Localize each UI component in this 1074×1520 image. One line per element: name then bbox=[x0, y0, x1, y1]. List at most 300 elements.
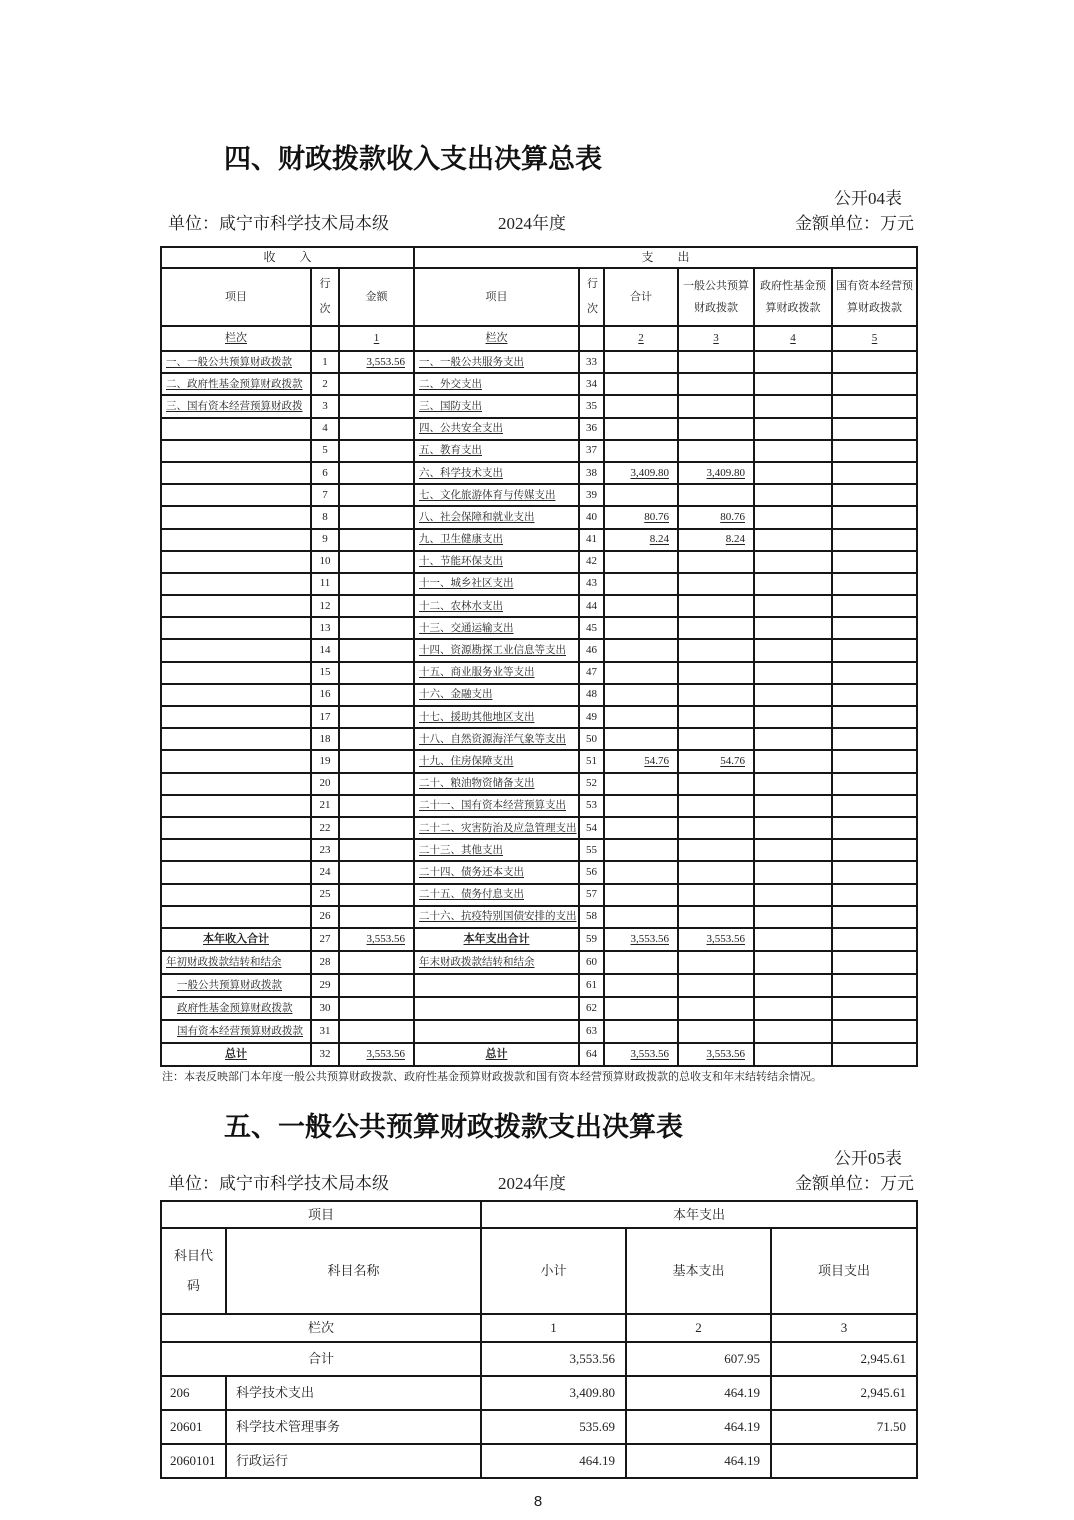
t4-income-item bbox=[161, 418, 311, 440]
t4-expense-item: 五、教育支出 bbox=[414, 440, 579, 462]
t4-expense-state-capital bbox=[832, 906, 917, 928]
t5-table-row bbox=[161, 1444, 917, 1478]
t4-income-item: 一、一般公共预算财政拨款 bbox=[161, 351, 311, 373]
t4-expense-general-budget bbox=[678, 884, 754, 906]
t4-expense-item: 十五、商业服务业等支出 bbox=[414, 662, 579, 684]
t4-expense-general-budget bbox=[678, 617, 754, 639]
t4-expense-general-budget bbox=[678, 373, 754, 395]
t4-income-rowno: 10 bbox=[311, 551, 339, 573]
t4-income-rowno: 4 bbox=[311, 418, 339, 440]
t4-expense-rowno: 36 bbox=[579, 418, 604, 440]
t4-income-amount bbox=[339, 684, 414, 706]
t4-expense-rowno: 43 bbox=[579, 573, 604, 595]
t4-header-expense-item: 项目 bbox=[414, 268, 579, 326]
t4-expense-total bbox=[604, 773, 678, 795]
t5-colnum-3: 3 bbox=[771, 1314, 917, 1342]
t4-expense-general-budget bbox=[678, 351, 754, 373]
t4-expense-item: 十四、资源勘探工业信息等支出 bbox=[414, 639, 579, 661]
t4-expense-rowno: 55 bbox=[579, 839, 604, 861]
t4-expense-general-budget bbox=[678, 440, 754, 462]
t4-expense-general-budget: 3,553.56 bbox=[678, 1043, 754, 1066]
t4-income-item bbox=[161, 573, 311, 595]
table5-amount-unit-label: 金额单位：万元 bbox=[795, 1173, 914, 1193]
t4-income-amount bbox=[339, 884, 414, 906]
t4-expense-state-capital bbox=[832, 1043, 917, 1066]
t4-expense-total bbox=[604, 706, 678, 728]
t4-expense-rowno: 62 bbox=[579, 997, 604, 1020]
t4-table-row bbox=[161, 440, 917, 462]
t5-subject-code: 20601 bbox=[161, 1410, 226, 1444]
t4-expense-total: 3,409.80 bbox=[604, 462, 678, 484]
t4-expense-gov-fund bbox=[754, 595, 832, 617]
t4-header-income-rowno: 行次 bbox=[311, 268, 339, 326]
t4-expense-rowno: 45 bbox=[579, 617, 604, 639]
t5-basic-amount: 464.19 bbox=[626, 1376, 771, 1410]
t4-expense-total: 3,553.56 bbox=[604, 1043, 678, 1066]
t4-income-rowno: 21 bbox=[311, 795, 339, 817]
t4-expense-total bbox=[604, 817, 678, 839]
t4-income-item bbox=[161, 595, 311, 617]
t4-expense-rowno: 37 bbox=[579, 440, 604, 462]
t4-expense-item: 十九、住房保障支出 bbox=[414, 750, 579, 772]
t4-income-item bbox=[161, 839, 311, 861]
t4-expense-gov-fund bbox=[754, 1020, 832, 1043]
t4-expense-state-capital bbox=[832, 997, 917, 1020]
t4-expense-total bbox=[604, 395, 678, 417]
t4-income-rowno: 1 bbox=[311, 351, 339, 373]
t4-expense-state-capital bbox=[832, 884, 917, 906]
t4-column-number-row bbox=[161, 326, 917, 351]
t4-table-row bbox=[161, 573, 917, 595]
t4-expense-gov-fund bbox=[754, 351, 832, 373]
t5-item-group-header: 项目 bbox=[161, 1201, 481, 1228]
t4-expense-general-budget bbox=[678, 728, 754, 750]
t5-colnum-2: 2 bbox=[626, 1314, 771, 1342]
t4-header-expense-rowno: 行次 bbox=[579, 268, 604, 326]
t4-income-amount: 3,553.56 bbox=[339, 351, 414, 373]
t4-expense-gov-fund bbox=[754, 728, 832, 750]
t4-column-header-row bbox=[161, 268, 917, 326]
t4-income-rowno: 15 bbox=[311, 662, 339, 684]
t4-table-row bbox=[161, 884, 917, 906]
t4-expense-rowno: 38 bbox=[579, 462, 604, 484]
t5-header-subtotal: 小计 bbox=[481, 1228, 626, 1314]
table4-year-label: 2024年度 bbox=[498, 214, 566, 233]
t4-colnum-5: 5 bbox=[832, 326, 917, 351]
t4-expense-general-budget bbox=[678, 639, 754, 661]
t4-table-row bbox=[161, 974, 917, 997]
t4-income-item bbox=[161, 750, 311, 772]
t4-expense-state-capital bbox=[832, 1020, 917, 1043]
t4-income-amount bbox=[339, 662, 414, 684]
t4-expense-rowno: 58 bbox=[579, 906, 604, 928]
t4-income-item bbox=[161, 662, 311, 684]
t4-expense-item: 十二、农林水支出 bbox=[414, 595, 579, 617]
t4-expense-item: 七、文化旅游体育与传媒支出 bbox=[414, 484, 579, 506]
t4-expense-rowno: 63 bbox=[579, 1020, 604, 1043]
t4-expense-general-budget bbox=[678, 839, 754, 861]
t4-income-amount bbox=[339, 418, 414, 440]
t4-expense-total bbox=[604, 573, 678, 595]
t4-expense-item: 二十四、债务还本支出 bbox=[414, 861, 579, 883]
t5-project-amount: 2,945.61 bbox=[771, 1376, 917, 1410]
t4-table-row bbox=[161, 617, 917, 639]
t4-expense-rowno: 64 bbox=[579, 1043, 604, 1066]
t4-income-rowno: 7 bbox=[311, 484, 339, 506]
t4-header-expense-total: 合计 bbox=[604, 268, 678, 326]
table4-note: 注：本表反映部门本年度一般公共预算财政拨款、政府性基金预算财政拨款和国有资本经营预算财政拨款的总收支和年末结转结余情况。 bbox=[162, 1070, 822, 1083]
t4-table-row bbox=[161, 484, 917, 506]
t4-income-amount bbox=[339, 974, 414, 997]
t4-expense-item: 十八、自然资源海洋气象等支出 bbox=[414, 728, 579, 750]
t4-income-rowno: 22 bbox=[311, 817, 339, 839]
t4-expense-rowno: 35 bbox=[579, 395, 604, 417]
t5-subject-name: 行政运行 bbox=[226, 1444, 481, 1478]
t4-expense-item: 四、公共安全支出 bbox=[414, 418, 579, 440]
table5-year-label: 2024年度 bbox=[498, 1173, 566, 1193]
t4-income-rowno: 5 bbox=[311, 440, 339, 462]
t4-expense-rowno: 61 bbox=[579, 974, 604, 997]
t4-expense-state-capital bbox=[832, 639, 917, 661]
t4-expense-gov-fund bbox=[754, 395, 832, 417]
t4-expense-total bbox=[604, 839, 678, 861]
t4-income-amount bbox=[339, 373, 414, 395]
t4-header-gov-fund: 政府性基金预算财政拨款 bbox=[754, 268, 832, 326]
t4-expense-total bbox=[604, 351, 678, 373]
t4-income-amount bbox=[339, 395, 414, 417]
t4-income-amount bbox=[339, 551, 414, 573]
table4-unit-label: 单位：咸宁市科学技术局本级 bbox=[168, 214, 389, 233]
t4-expense-rowno: 59 bbox=[579, 928, 604, 951]
t4-income-item: 二、政府性基金预算财政拨款 bbox=[161, 373, 311, 395]
t5-colnum-1: 1 bbox=[481, 1314, 626, 1342]
t4-expense-general-budget bbox=[678, 1020, 754, 1043]
t4-income-item: 政府性基金预算财政拨款 bbox=[161, 997, 311, 1020]
t4-expense-gov-fund bbox=[754, 373, 832, 395]
t4-table-row bbox=[161, 906, 917, 928]
t4-table-row bbox=[161, 706, 917, 728]
t4-income-rowno: 27 bbox=[311, 928, 339, 951]
t4-expense-state-capital bbox=[832, 484, 917, 506]
t4-expense-general-budget bbox=[678, 684, 754, 706]
t5-group-header-row bbox=[161, 1201, 917, 1228]
t4-expense-item: 二十一、国有资本经营预算支出 bbox=[414, 795, 579, 817]
t4-income-rowno: 14 bbox=[311, 639, 339, 661]
t4-lanci-income: 栏次 bbox=[161, 326, 311, 351]
t4-expense-general-budget bbox=[678, 573, 754, 595]
t4-expense-item: 二十二、灾害防治及应急管理支出 bbox=[414, 817, 579, 839]
t4-income-item: 本年收入合计 bbox=[161, 928, 311, 951]
t4-income-amount bbox=[339, 595, 414, 617]
t4-expense-state-capital bbox=[832, 617, 917, 639]
t4-header-income-amount: 金额 bbox=[339, 268, 414, 326]
t4-expense-general-budget bbox=[678, 395, 754, 417]
t4-expense-rowno: 44 bbox=[579, 595, 604, 617]
t4-colnum-2: 2 bbox=[604, 326, 678, 351]
t4-table-row bbox=[161, 997, 917, 1020]
t4-expense-total bbox=[604, 906, 678, 928]
t4-expense-rowno: 39 bbox=[579, 484, 604, 506]
t4-table-row bbox=[161, 773, 917, 795]
page-number: 8 bbox=[533, 1492, 543, 1510]
t4-expense-item: 十六、金融支出 bbox=[414, 684, 579, 706]
t4-table-row bbox=[161, 639, 917, 661]
t4-expense-item bbox=[414, 997, 579, 1020]
t4-expense-rowno: 42 bbox=[579, 551, 604, 573]
t4-expense-general-budget bbox=[678, 551, 754, 573]
t4-expense-rowno: 33 bbox=[579, 351, 604, 373]
t5-column-number-row bbox=[161, 1314, 917, 1342]
t4-expense-item: 六、科学技术支出 bbox=[414, 462, 579, 484]
t4-income-group-header: 收 入 bbox=[161, 247, 414, 268]
t5-table-row bbox=[161, 1342, 917, 1376]
t4-income-item: 国有资本经营预算财政拨款 bbox=[161, 1020, 311, 1043]
t4-income-item bbox=[161, 506, 311, 528]
t4-expense-state-capital bbox=[832, 750, 917, 772]
t4-table-row bbox=[161, 861, 917, 883]
t4-expense-rowno: 49 bbox=[579, 706, 604, 728]
table5-general-budget-expenditure bbox=[160, 1200, 918, 1479]
t4-income-amount bbox=[339, 506, 414, 528]
t4-income-rowno: 31 bbox=[311, 1020, 339, 1043]
t5-project-amount: 2,945.61 bbox=[771, 1342, 917, 1376]
t4-expense-total bbox=[604, 373, 678, 395]
document-page bbox=[160, 0, 916, 1510]
t5-subject-code: 2060101 bbox=[161, 1444, 226, 1478]
t4-expense-rowno: 40 bbox=[579, 506, 604, 528]
t4-expense-item: 九、卫生健康支出 bbox=[414, 529, 579, 551]
t4-table-row bbox=[161, 750, 917, 772]
t4-expense-rowno: 50 bbox=[579, 728, 604, 750]
t4-expense-gov-fund bbox=[754, 639, 832, 661]
t4-income-amount bbox=[339, 951, 414, 974]
t4-table-row bbox=[161, 462, 917, 484]
t4-expense-state-capital bbox=[832, 351, 917, 373]
t4-expense-rowno: 57 bbox=[579, 884, 604, 906]
t4-expense-rowno: 52 bbox=[579, 773, 604, 795]
t4-income-item bbox=[161, 861, 311, 883]
t4-table-row bbox=[161, 1020, 917, 1043]
t4-expense-item bbox=[414, 1020, 579, 1043]
t4-expense-general-budget: 3,553.56 bbox=[678, 928, 754, 951]
t4-expense-general-budget bbox=[678, 906, 754, 928]
t4-expense-total bbox=[604, 884, 678, 906]
t5-basic-amount: 464.19 bbox=[626, 1444, 771, 1478]
t4-income-amount bbox=[339, 773, 414, 795]
t4-table-row bbox=[161, 951, 917, 974]
t4-income-amount bbox=[339, 484, 414, 506]
t4-expense-state-capital bbox=[832, 662, 917, 684]
t4-expense-general-budget bbox=[678, 817, 754, 839]
t4-income-rowno: 11 bbox=[311, 573, 339, 595]
t4-expense-gov-fund bbox=[754, 773, 832, 795]
t4-expense-item: 年末财政拨款结转和结余 bbox=[414, 951, 579, 974]
table5-public-label: 公开05表 bbox=[834, 1148, 902, 1168]
t4-expense-gov-fund bbox=[754, 706, 832, 728]
t4-income-rowno: 3 bbox=[311, 395, 339, 417]
t4-expense-rowno: 51 bbox=[579, 750, 604, 772]
t5-lanci: 栏次 bbox=[161, 1314, 481, 1342]
t4-income-amount bbox=[339, 706, 414, 728]
t4-expense-item: 一、一般公共服务支出 bbox=[414, 351, 579, 373]
t4-expense-total: 54.76 bbox=[604, 750, 678, 772]
t4-expense-state-capital bbox=[832, 551, 917, 573]
t4-income-rowno: 12 bbox=[311, 595, 339, 617]
t4-expense-state-capital bbox=[832, 418, 917, 440]
t4-table-row bbox=[161, 662, 917, 684]
t4-expense-state-capital bbox=[832, 839, 917, 861]
t4-income-amount bbox=[339, 617, 414, 639]
t5-table-row bbox=[161, 1410, 917, 1444]
t4-expense-total bbox=[604, 684, 678, 706]
t4-expense-item: 总计 bbox=[414, 1043, 579, 1066]
table4-title: 四、财政拨款收入支出决算总表 bbox=[224, 144, 602, 174]
t4-expense-state-capital bbox=[832, 773, 917, 795]
t5-year-expense-group-header: 本年支出 bbox=[481, 1201, 917, 1228]
t4-header-state-capital: 国有资本经营预算财政拨款 bbox=[832, 268, 917, 326]
t4-expense-general-budget bbox=[678, 706, 754, 728]
t4-expense-rowno: 53 bbox=[579, 795, 604, 817]
t5-subtotal-amount: 3,553.56 bbox=[481, 1342, 626, 1376]
t4-expense-total bbox=[604, 639, 678, 661]
t5-project-amount: 71.50 bbox=[771, 1410, 917, 1444]
t4-income-amount: 3,553.56 bbox=[339, 928, 414, 951]
t4-income-item: 总计 bbox=[161, 1043, 311, 1066]
t4-expense-total bbox=[604, 551, 678, 573]
t5-subject-name: 科学技术管理事务 bbox=[226, 1410, 481, 1444]
t4-income-item bbox=[161, 773, 311, 795]
table5-meta-line bbox=[160, 1173, 916, 1195]
t4-income-rowno: 18 bbox=[311, 728, 339, 750]
t4-expense-gov-fund bbox=[754, 418, 832, 440]
t5-header-name: 科目名称 bbox=[226, 1228, 481, 1314]
t4-expense-general-budget bbox=[678, 662, 754, 684]
t4-income-item bbox=[161, 529, 311, 551]
t4-income-amount bbox=[339, 795, 414, 817]
t5-subject-name: 科学技术支出 bbox=[226, 1376, 481, 1410]
t4-lanci-blank1 bbox=[311, 326, 339, 351]
t4-income-amount bbox=[339, 462, 414, 484]
t4-income-rowno: 30 bbox=[311, 997, 339, 1020]
t4-expense-gov-fund bbox=[754, 551, 832, 573]
t4-expense-rowno: 46 bbox=[579, 639, 604, 661]
t4-expense-gov-fund bbox=[754, 997, 832, 1020]
t4-expense-item: 二十、粮油物资储备支出 bbox=[414, 773, 579, 795]
t5-subject-code: 206 bbox=[161, 1376, 226, 1410]
t4-expense-item: 十一、城乡社区支出 bbox=[414, 573, 579, 595]
t4-expense-rowno: 60 bbox=[579, 951, 604, 974]
t4-expense-general-budget bbox=[678, 595, 754, 617]
t4-expense-rowno: 41 bbox=[579, 529, 604, 551]
t4-expense-general-budget bbox=[678, 974, 754, 997]
t4-income-rowno: 23 bbox=[311, 839, 339, 861]
t4-expense-item: 二、外交支出 bbox=[414, 373, 579, 395]
t4-expense-rowno: 48 bbox=[579, 684, 604, 706]
t4-table-row bbox=[161, 1043, 917, 1066]
t4-table-row bbox=[161, 817, 917, 839]
t4-table-row bbox=[161, 351, 917, 373]
t4-expense-gov-fund bbox=[754, 928, 832, 951]
t4-expense-state-capital bbox=[832, 728, 917, 750]
t4-expense-gov-fund bbox=[754, 1043, 832, 1066]
t4-table-row bbox=[161, 418, 917, 440]
t4-income-rowno: 32 bbox=[311, 1043, 339, 1066]
t4-expense-rowno: 34 bbox=[579, 373, 604, 395]
t4-expense-item: 三、国防支出 bbox=[414, 395, 579, 417]
t4-income-rowno: 2 bbox=[311, 373, 339, 395]
t4-expense-state-capital bbox=[832, 506, 917, 528]
t4-income-item bbox=[161, 462, 311, 484]
t4-expense-total bbox=[604, 728, 678, 750]
t4-colnum-4: 4 bbox=[754, 326, 832, 351]
t4-expense-total bbox=[604, 861, 678, 883]
t4-expense-total bbox=[604, 1020, 678, 1043]
t4-expense-gov-fund bbox=[754, 573, 832, 595]
t4-expense-gov-fund bbox=[754, 861, 832, 883]
t4-expense-general-budget bbox=[678, 997, 754, 1020]
t4-header-income-item: 项目 bbox=[161, 268, 311, 326]
t4-income-amount: 3,553.56 bbox=[339, 1043, 414, 1066]
t4-table-row bbox=[161, 595, 917, 617]
t5-subtotal-amount: 3,409.80 bbox=[481, 1376, 626, 1410]
t5-header-basic: 基本支出 bbox=[626, 1228, 771, 1314]
t4-income-rowno: 26 bbox=[311, 906, 339, 928]
t4-income-item bbox=[161, 684, 311, 706]
t4-expense-total bbox=[604, 997, 678, 1020]
t5-subtotal-amount: 464.19 bbox=[481, 1444, 626, 1478]
t4-expense-general-budget bbox=[678, 795, 754, 817]
t4-table-row bbox=[161, 684, 917, 706]
t5-table-row bbox=[161, 1376, 917, 1410]
t4-expense-state-capital bbox=[832, 817, 917, 839]
t4-expense-state-capital bbox=[832, 529, 917, 551]
t4-expense-state-capital bbox=[832, 706, 917, 728]
t4-expense-gov-fund bbox=[754, 839, 832, 861]
t4-expense-rowno: 54 bbox=[579, 817, 604, 839]
t4-expense-total bbox=[604, 951, 678, 974]
t4-expense-gov-fund bbox=[754, 817, 832, 839]
t4-expense-general-budget bbox=[678, 418, 754, 440]
t4-expense-state-capital bbox=[832, 928, 917, 951]
t4-expense-rowno: 56 bbox=[579, 861, 604, 883]
t4-expense-item: 二十五、债务付息支出 bbox=[414, 884, 579, 906]
t4-income-item bbox=[161, 639, 311, 661]
t4-table-row bbox=[161, 506, 917, 528]
t4-income-rowno: 29 bbox=[311, 974, 339, 997]
t4-income-rowno: 24 bbox=[311, 861, 339, 883]
t4-expense-total bbox=[604, 440, 678, 462]
t4-income-item: 三、国有资本经营预算财政拨 bbox=[161, 395, 311, 417]
t4-expense-total bbox=[604, 795, 678, 817]
t4-income-amount bbox=[339, 817, 414, 839]
t4-expense-general-budget: 8.24 bbox=[678, 529, 754, 551]
t5-subtotal-amount: 535.69 bbox=[481, 1410, 626, 1444]
table4-fiscal-appropriation-summary bbox=[160, 246, 918, 1067]
t5-header-code: 科目代码 bbox=[161, 1228, 226, 1314]
t4-expense-group-header: 支 出 bbox=[414, 247, 917, 268]
t4-expense-item: 十七、援助其他地区支出 bbox=[414, 706, 579, 728]
t4-expense-item bbox=[414, 974, 579, 997]
t4-expense-total bbox=[604, 418, 678, 440]
t4-income-rowno: 9 bbox=[311, 529, 339, 551]
t4-income-rowno: 19 bbox=[311, 750, 339, 772]
t4-table-row bbox=[161, 928, 917, 951]
t4-income-item bbox=[161, 884, 311, 906]
t4-income-item bbox=[161, 484, 311, 506]
t4-expense-gov-fund bbox=[754, 750, 832, 772]
table5-title: 五、一般公共预算财政拨款支出决算表 bbox=[224, 1111, 683, 1142]
t4-expense-general-budget bbox=[678, 861, 754, 883]
